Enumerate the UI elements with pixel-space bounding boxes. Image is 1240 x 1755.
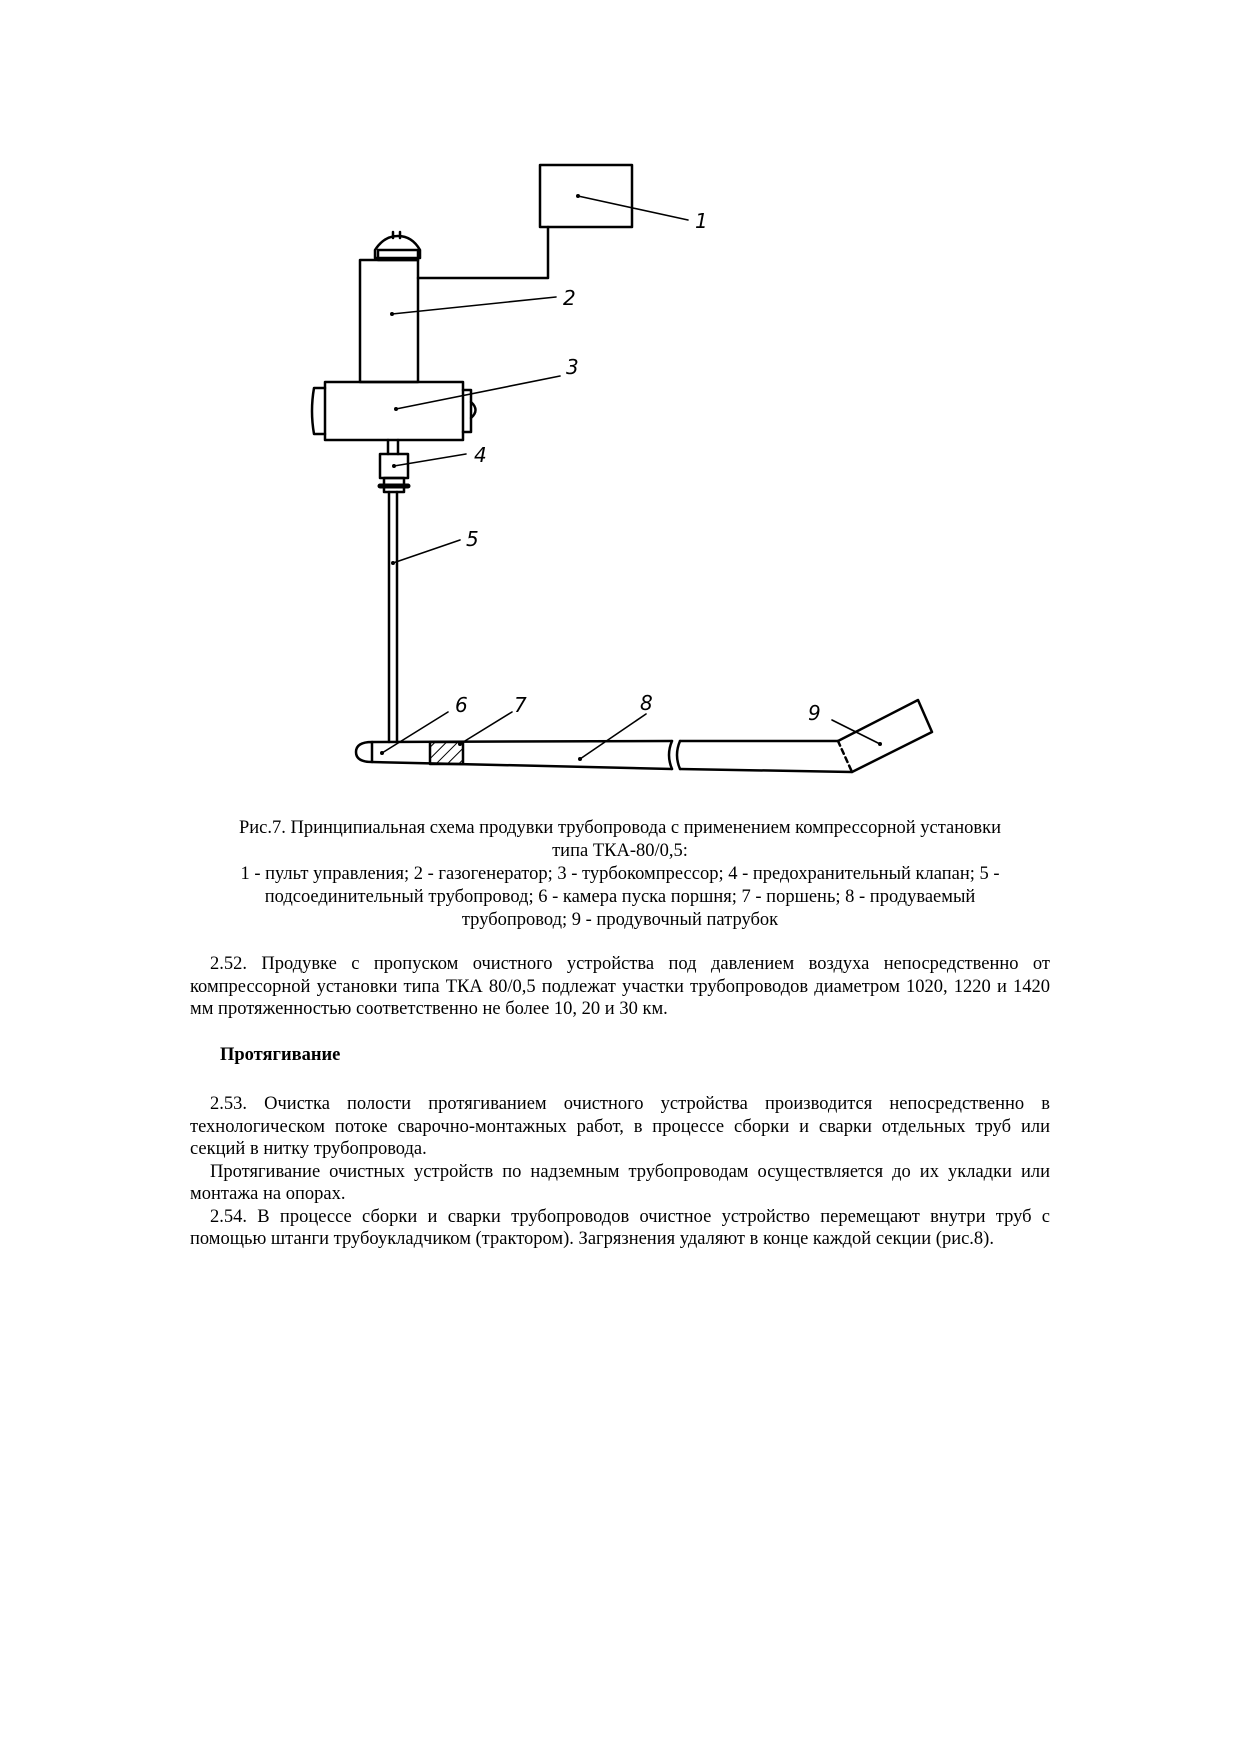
leader-line-7 (460, 712, 512, 744)
turbocompressor-body (325, 382, 463, 440)
figure-caption-title (170, 817, 1070, 863)
control-cable (418, 227, 548, 278)
blowdown-nozzle (838, 700, 932, 772)
part-label-1: 1 (695, 209, 708, 233)
leader-line-5 (393, 540, 460, 563)
control-panel-box (540, 165, 632, 227)
caption-title-line: Рис.7. Принципиальная схема продувки трубопровода с применением компрессорной установки (238, 818, 1002, 838)
paragraph-2-53: 2.53. Очистка полости протягиванием очистного устройства производится непосредственно в технологическом потоке сварочно-монтажных работ, в процессе сборки и сварки отдельных труб или секций в нитку трубопровода. (190, 1094, 1050, 1159)
part-label-4: 4 (474, 443, 487, 467)
part-label-9: 9 (808, 701, 821, 725)
part-label-5: 5 (466, 527, 479, 551)
part-label-6: 6 (455, 693, 468, 717)
caption-legend-line: 1 - пульт управления; 2 - газогенератор; 3 - турбокомпрессор; 4 - предохранительный клапан; 5 - (240, 864, 1000, 884)
section-2-53-2-54 (190, 1093, 1050, 1251)
part-label-2: 2 (563, 286, 576, 310)
caption-title-line: типа ТКА-80/0,5: (552, 841, 688, 861)
leader-line-2 (392, 297, 556, 314)
figure-caption-legend (170, 863, 1070, 932)
leader-line-4 (394, 454, 466, 466)
paragraph-2-54: 2.54. В процессе сборки и сварки трубопроводов очистное устройство перемещают внутри труб с помощью штанги трубоукладчиком (трактором). Загрязнения удаляют в конце каждой секции (рис.8). (190, 1206, 1050, 1249)
caption-legend-line: подсоединительный трубопровод; 6 - камера пуска поршня; 7 - поршень; 8 - продуваемый (264, 887, 976, 907)
part-label-7: 7 (514, 693, 527, 717)
piston (430, 742, 463, 764)
caption-legend-line: трубопровод; 9 - продувочный патрубок (461, 910, 779, 930)
section-2-52 (190, 953, 1050, 1021)
paragraph-2-52: 2.52. Продувке с пропуском очистного устройства под давлением воздуха непосредственно от компрессорной установки типа ТКА 80/0,5 подлежат участки трубопроводов диаметром 1020, 1220 и 1420 мм протяженностью соответственно не более 10, 20 и 30 км. (190, 954, 1050, 1019)
gas-generator-body (360, 260, 418, 382)
pipeline-left-segment (372, 741, 672, 769)
launch-chamber (356, 742, 372, 762)
pipeline-right-segment (680, 741, 852, 772)
generator-cap (375, 236, 420, 258)
heading-protyagivanie: Протягивание (220, 1045, 341, 1065)
part-label-8: 8 (640, 691, 653, 715)
part-label-3: 3 (566, 355, 579, 379)
turbocompressor-left-nozzle (312, 388, 325, 434)
leader-line-8 (580, 714, 646, 759)
blowdown-schematic-figure (0, 0, 1240, 790)
paragraph-2-53-aboveground: Протягивание очистных устройств по надземным трубопроводам осуществляется до их укладки или монтажа на опорах. (190, 1161, 1050, 1204)
